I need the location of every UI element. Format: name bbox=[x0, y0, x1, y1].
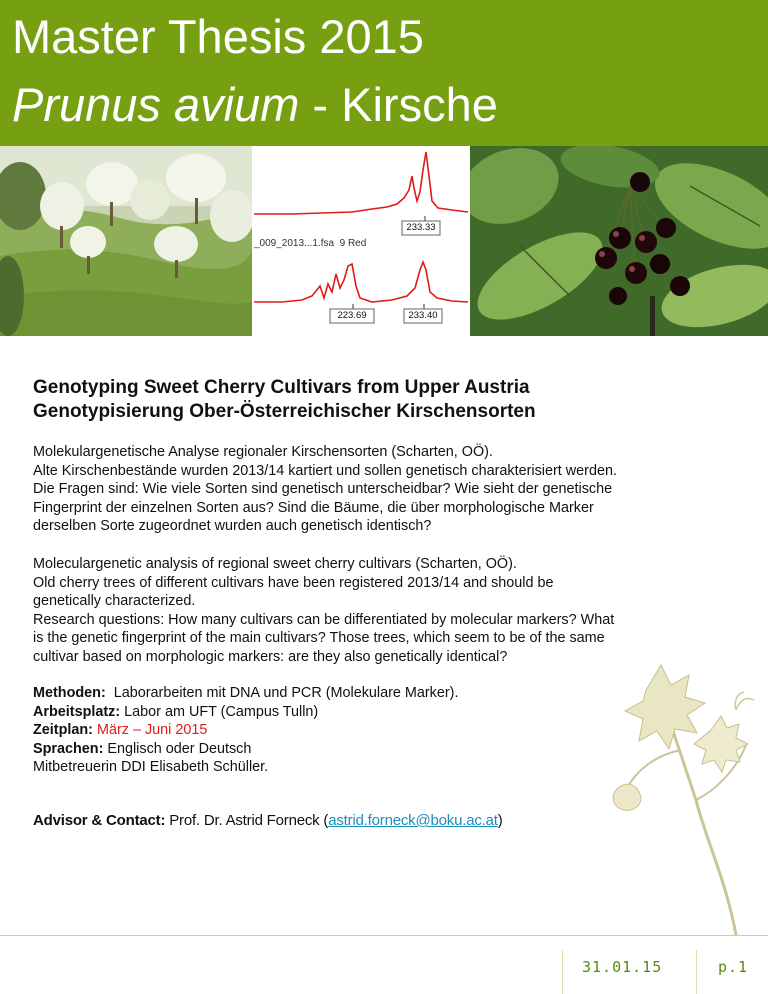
description-german bbox=[33, 443, 735, 536]
languages-value: Englisch oder Deutsch bbox=[107, 740, 252, 757]
title-separator: - bbox=[299, 78, 342, 131]
peak-label: 223.69 bbox=[337, 310, 367, 321]
advisor-email-link[interactable]: astrid.forneck@boku.ac.at bbox=[328, 812, 498, 829]
text-line: Fingerprint der einzelnen Sorten aus? Sind die Bäume, die über morphologische Marker bbox=[33, 499, 594, 516]
cherries-photo bbox=[470, 146, 768, 336]
text-line: Moleculargenetic analysis of regional sweet cherry cultivars (Scharten, OÖ). bbox=[33, 556, 517, 572]
page-number: p.1 bbox=[718, 958, 749, 976]
text-line: Alte Kirschenbestände wurden 2013/14 kartiert und sollen genetisch charakterisiert werden. bbox=[33, 462, 617, 479]
thesis-heading bbox=[33, 376, 536, 424]
methods-value: Laborarbeiten mit DNA und PCR (Molekulare Marker). bbox=[113, 685, 459, 701]
languages-label: Sprachen: bbox=[33, 740, 104, 757]
workplace-row bbox=[33, 703, 458, 722]
cosupervisor-row: Mitbetreuerin DDI Elisabeth Schüller. bbox=[33, 759, 269, 775]
advisor-contact bbox=[33, 812, 503, 829]
peak-label: 233.33 bbox=[406, 222, 436, 233]
photo-strip bbox=[0, 146, 768, 336]
heading-german: Genotypisierung Ober-Österreichischer Kirschensorten bbox=[33, 401, 536, 422]
schedule-label: Zeitplan: bbox=[33, 722, 93, 738]
orchard-photo bbox=[0, 146, 252, 336]
page-subtitle bbox=[12, 76, 498, 134]
text-line: derselben Sorte zugeordnet wurden auch genetisch identisch? bbox=[33, 518, 432, 534]
page-title: Master Thesis 2015 bbox=[12, 10, 424, 63]
footer-separator bbox=[562, 950, 563, 994]
methods-row bbox=[33, 684, 458, 703]
advisor-close-paren: ) bbox=[497, 812, 503, 829]
text-line: Die Fragen sind: Wie viele Sorten sind genetisch unterscheidbar? Wie sieht der genetische bbox=[33, 481, 613, 497]
workplace-label: Arbeitsplatz: bbox=[33, 703, 121, 720]
text-line: Research questions: How many cultivars can be differentiated by molecular markers? What bbox=[33, 611, 615, 628]
advisor-name: Prof. Dr. Astrid Forneck ( bbox=[169, 812, 329, 829]
advisor-label: Advisor & Contact: bbox=[33, 812, 166, 829]
peak-label: 233.40 bbox=[408, 310, 438, 321]
text-line: cultivar based on morphologic markers: are they also genetically identical? bbox=[33, 648, 508, 665]
footer-separator bbox=[696, 950, 697, 994]
text-line: Molekulargenetische Analyse regionaler Kirschensorten (Scharten, OÖ). bbox=[33, 444, 493, 460]
heading-english: Genotyping Sweet Cherry Cultivars from Upper Austria bbox=[33, 377, 530, 398]
languages-row bbox=[33, 740, 458, 759]
sample-label: _009_2013...1.fsa 9 Red bbox=[254, 238, 367, 249]
schedule-row bbox=[33, 721, 458, 740]
species-name: Prunus avium bbox=[12, 78, 300, 131]
footer-date: 31.01.15 bbox=[582, 958, 663, 976]
footer-divider bbox=[0, 935, 768, 936]
methods-label: Methoden: bbox=[33, 685, 106, 701]
thesis-details bbox=[33, 684, 458, 777]
text-line: genetically characterized. bbox=[33, 593, 196, 609]
text-line: Old cherry trees of different cultivars have been registered 2013/14 and should be bbox=[33, 574, 554, 591]
common-name: Kirsche bbox=[341, 78, 498, 131]
schedule-value: März – Juni 2015 bbox=[96, 722, 208, 738]
title-banner bbox=[0, 0, 768, 146]
electropherogram-figure bbox=[252, 146, 470, 336]
workplace-value: Labor am UFT (Campus Tulln) bbox=[124, 703, 319, 720]
text-line: is the genetic fingerprint of the main cultivars? Those trees, which seem to be of the same bbox=[33, 630, 605, 646]
grapevine-decoration bbox=[586, 650, 768, 935]
